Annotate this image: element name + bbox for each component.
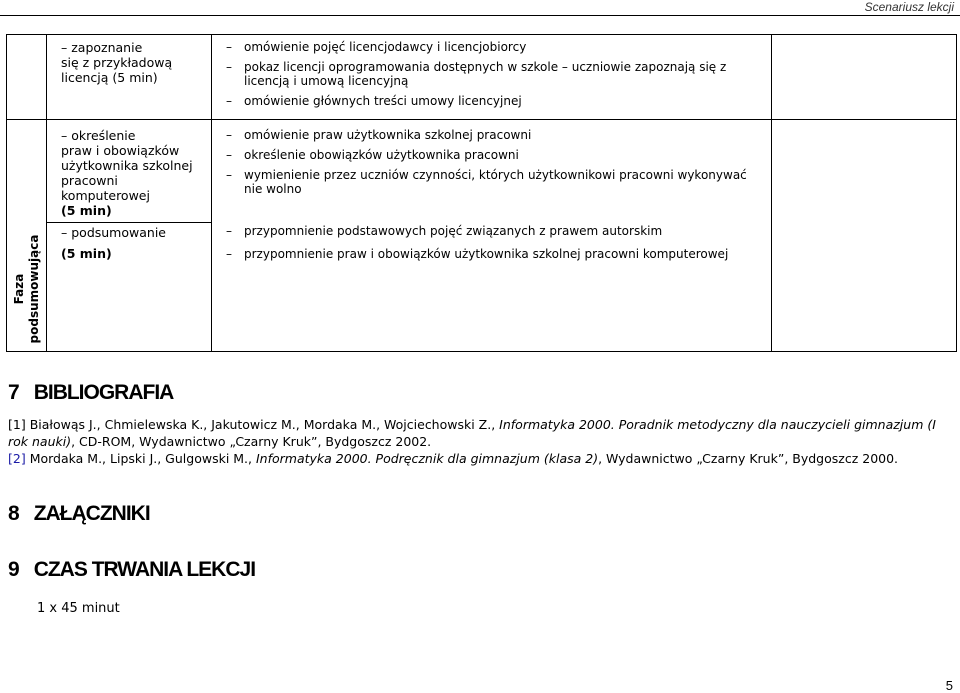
topic-text: podsumowanie: [71, 225, 166, 240]
section-number: 7: [8, 381, 20, 404]
phase-label: [12, 234, 42, 343]
section-heading-duration: [8, 558, 255, 582]
topic-text: zapoznanie: [71, 40, 143, 55]
table-row: [7, 120, 957, 223]
section-heading-bibliography: [8, 381, 173, 405]
activities-cell: [212, 35, 772, 120]
activity-text: pokaz licencji oprogramowania dostępnych w szkole – uczniowie zapoznają się z licencją i umową licencyjną: [244, 60, 727, 88]
reference-publisher: , Wydawnictwo „Czarny Kruk”, Bydgoszcz 2000.: [598, 451, 899, 466]
topic-line: pracowni komputerowej: [61, 173, 150, 203]
dash-marker: –: [226, 168, 232, 182]
reference-title: Informatyka 2000. Podręcznik dla gimnazjum (klasa 2): [255, 451, 599, 466]
phase-label-line: podsumowująca: [26, 234, 41, 343]
dash-marker: –: [226, 94, 232, 108]
dash-marker: –: [61, 40, 68, 55]
list-item: [226, 128, 763, 142]
list-item: [226, 40, 763, 54]
dash-marker: –: [226, 148, 232, 162]
reference-publisher: , CD-ROM, Wydawnictwo „Czarny Kruk”, Bydgoszcz 2002.: [71, 434, 432, 449]
bibliography-entry: [8, 450, 953, 467]
reference-number: [1]: [8, 417, 26, 432]
dash-marker: –: [226, 60, 232, 74]
list-item: [226, 148, 763, 162]
section-title: BIBLIOGRAFIA: [33, 381, 174, 404]
bibliography-list: [8, 416, 953, 467]
section-number: 9: [8, 558, 20, 581]
table-row: [7, 35, 957, 120]
dash-marker: –: [226, 128, 232, 142]
section-title: ZAŁĄCZNIKI: [33, 502, 150, 525]
section-number: 8: [8, 502, 20, 525]
topic-line: (5 min): [61, 203, 112, 218]
topic-cell: [47, 120, 212, 223]
activity-text: przypomnienie praw i obowiązków użytkownika szkolnej pracowni komputerowej: [244, 246, 729, 261]
dash-marker: –: [226, 223, 232, 238]
activities-cell: [212, 120, 772, 223]
phase-label-line: Faza: [11, 273, 26, 304]
section-title: CZAS TRWANIA LEKCJI: [33, 558, 256, 581]
bibliography-entry: [8, 416, 953, 450]
section-heading-attachments: [8, 502, 150, 526]
topic-cell: [47, 223, 212, 352]
reference-authors: Mordaka M., Lipski J., Gulgowski M.,: [29, 451, 256, 466]
dash-marker: –: [226, 246, 232, 261]
header-rule: [0, 15, 960, 16]
dash-marker: –: [61, 128, 68, 143]
activity-text: wymienienie przez uczniów czynności, których użytkownikowi pracowni wykonywać nie wolno: [244, 168, 747, 196]
lesson-duration: 1 x 45 minut: [37, 601, 120, 616]
page-number: 5: [945, 678, 953, 693]
table-row: [7, 223, 957, 352]
topic-line: praw i obowiązków: [61, 143, 180, 158]
lesson-table: [6, 34, 957, 352]
activities-cell: [212, 223, 772, 352]
activity-text: omówienie praw użytkownika szkolnej pracowni: [244, 128, 532, 142]
list-item: [226, 224, 763, 238]
topic-line: [61, 40, 205, 55]
topic-line: licencją (5 min): [61, 70, 158, 85]
list-item: [226, 168, 763, 196]
list-item: [226, 94, 763, 108]
activity-text: omówienie pojęć licencjodawcy i licencjobiorcy: [244, 40, 527, 54]
topic-cell: [47, 35, 212, 120]
phase-cell: [7, 120, 47, 352]
topic-line: [61, 225, 205, 240]
topic-text: określenie: [71, 128, 136, 143]
topic-line: (5 min): [61, 246, 112, 261]
topic-line: użytkownika szkolnej: [61, 158, 193, 173]
activity-text: określenie obowiązków użytkownika pracowni: [244, 148, 519, 162]
notes-cell: [772, 223, 957, 352]
topic-line: [61, 128, 205, 143]
notes-cell: [772, 120, 957, 223]
reference-link[interactable]: [2]: [8, 451, 26, 466]
reference-title: Informatyka 2000. Poradnik metodyczny dla nauczycieli gimnazjum (I rok nauki): [8, 417, 936, 449]
activity-text: omówienie głównych treści umowy licencyjnej: [244, 94, 522, 108]
phase-cell: [7, 35, 47, 120]
topic-line: się z przykładową: [61, 55, 173, 70]
list-item: [226, 247, 763, 261]
notes-cell: [772, 35, 957, 120]
reference-authors: Białowąs J., Chmielewska K., Jakutowicz M., Mordaka M., Wojciechowski Z.,: [29, 417, 500, 432]
list-item: [226, 60, 763, 88]
dash-marker: –: [61, 225, 68, 240]
running-header: Scenariusz lekcji: [864, 0, 954, 14]
dash-marker: –: [226, 40, 232, 54]
activity-text: przypomnienie podstawowych pojęć związanych z prawem autorskim: [244, 223, 663, 238]
